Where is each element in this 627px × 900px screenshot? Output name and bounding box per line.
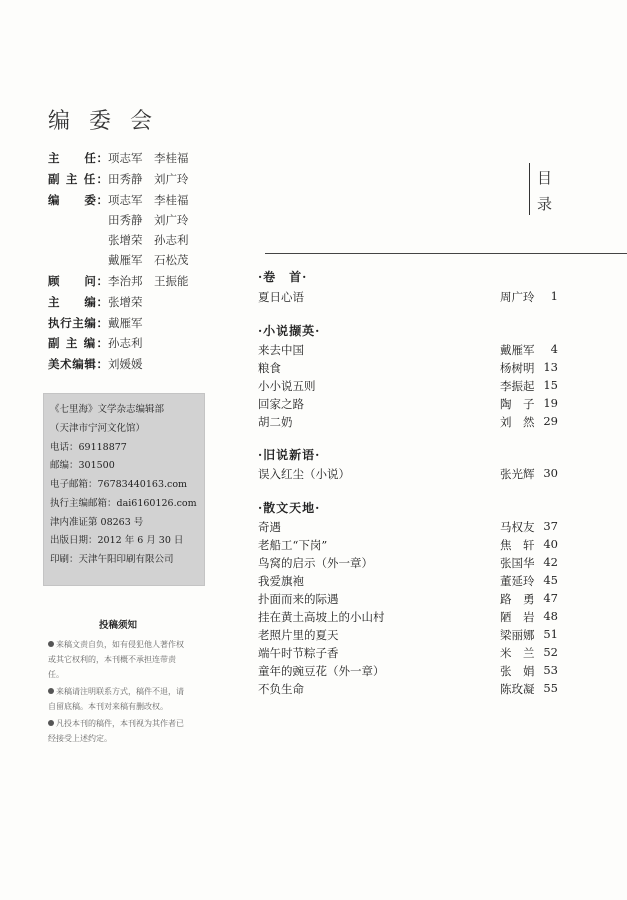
board-row bbox=[48, 192, 189, 208]
board-row bbox=[48, 294, 143, 310]
entry-author: 李振起 bbox=[500, 379, 535, 393]
entry-page: 55 bbox=[543, 681, 558, 695]
entry-author: 董延玲 bbox=[500, 574, 535, 588]
entry-author: 陈玫凝 bbox=[500, 682, 535, 696]
entry-page: 1 bbox=[550, 289, 558, 303]
info-line: （天津市宁河文化馆） bbox=[50, 423, 146, 434]
info-line: 《七里海》文学杂志编辑部 bbox=[50, 404, 165, 415]
toc-entry[interactable] bbox=[258, 342, 558, 358]
board-row bbox=[48, 232, 189, 248]
entry-title: 挂在黄土高坡上的小山村 bbox=[258, 610, 385, 624]
entry-author: 米 兰 bbox=[500, 646, 535, 660]
board-row bbox=[48, 171, 189, 187]
toc-entry[interactable] bbox=[258, 627, 558, 643]
entry-title: 误入红尘（小说） bbox=[258, 467, 350, 481]
info-line: 津内准证第 08263 号 bbox=[50, 517, 144, 528]
entry-page: 30 bbox=[543, 466, 558, 480]
toc-divider bbox=[529, 163, 530, 215]
board-role: 美术编辑： bbox=[48, 357, 108, 371]
entry-page: 52 bbox=[543, 645, 558, 659]
entry-author: 陶 子 bbox=[500, 397, 535, 411]
entry-author: 杨树明 bbox=[500, 361, 535, 375]
board-role: 副 主 任： bbox=[48, 172, 108, 186]
entry-author: 戴雁军 bbox=[500, 343, 535, 357]
entry-title: 老船工“下岗” bbox=[258, 538, 328, 552]
toc-entry[interactable] bbox=[258, 573, 558, 589]
notice-item: 凡投本刊的稿件，本刊视为其作者已经接受上述约定。 bbox=[48, 719, 184, 743]
toc-entry[interactable] bbox=[258, 681, 558, 697]
entry-page: 15 bbox=[543, 378, 558, 392]
toc-rule bbox=[265, 253, 627, 254]
toc-entry[interactable] bbox=[258, 609, 558, 625]
board-names: 孙志利 bbox=[108, 336, 143, 350]
toc-entry[interactable] bbox=[258, 519, 558, 535]
bullet-icon bbox=[48, 720, 54, 726]
board-names: 项志军 李桂福 bbox=[108, 193, 189, 207]
entry-author: 张国华 bbox=[500, 556, 535, 570]
bullet-icon bbox=[48, 641, 54, 647]
board-names: 张增荣 bbox=[108, 295, 143, 309]
info-line: 执行主编邮箱：dai6160126.com bbox=[50, 498, 197, 509]
info-line: 电子邮箱：76783440163.com bbox=[50, 479, 188, 490]
entry-page: 51 bbox=[543, 627, 558, 641]
entry-page: 53 bbox=[543, 663, 558, 677]
board-names: 田秀静 刘广玲 bbox=[108, 172, 189, 186]
entry-title: 老照片里的夏天 bbox=[258, 628, 339, 642]
entry-page: 13 bbox=[543, 360, 558, 374]
toc-entry[interactable] bbox=[258, 555, 558, 571]
entry-title: 胡二奶 bbox=[258, 415, 293, 429]
board-row bbox=[48, 356, 143, 372]
toc-entry[interactable] bbox=[258, 378, 558, 394]
entry-author: 刘 然 bbox=[500, 415, 535, 429]
entry-author: 焦 轩 bbox=[500, 538, 535, 552]
entry-author: 梁丽娜 bbox=[500, 628, 535, 642]
info-line: 出版日期：2012 年 6 月 30 日 bbox=[50, 535, 184, 546]
toc-section-heading: ·卷 首· bbox=[258, 270, 308, 284]
entry-author: 马权友 bbox=[500, 520, 535, 534]
info-line: 邮编：301500 bbox=[50, 460, 115, 471]
toc-entry[interactable] bbox=[258, 645, 558, 661]
board-role: 编 委： bbox=[48, 193, 108, 207]
entry-title: 不负生命 bbox=[258, 682, 304, 696]
bullet-icon bbox=[48, 688, 54, 694]
notice-item: 来稿请注明联系方式，稿件不退，请自留底稿。本刊对来稿有删改权。 bbox=[48, 687, 184, 711]
board-row bbox=[48, 252, 189, 268]
toc-label-bottom: 录 bbox=[537, 195, 553, 213]
board-row bbox=[48, 335, 143, 351]
board-names: 项志军 李桂福 bbox=[108, 151, 189, 165]
entry-page: 45 bbox=[543, 573, 558, 587]
board-names: 田秀静 刘广玲 bbox=[108, 213, 189, 227]
toc-entry[interactable] bbox=[258, 360, 558, 376]
board-names: 戴雁军 石松茂 bbox=[108, 253, 189, 267]
entry-author: 张 娟 bbox=[500, 664, 535, 678]
board-row bbox=[48, 212, 189, 228]
entry-author: 周广玲 bbox=[500, 290, 535, 304]
toc-section-heading: ·散文天地· bbox=[258, 501, 321, 515]
board-names: 戴雁军 bbox=[108, 316, 143, 330]
toc-entry[interactable] bbox=[258, 663, 558, 679]
board-names: 张增荣 孙志利 bbox=[108, 233, 189, 247]
board-row bbox=[48, 315, 143, 331]
board-names: 刘媛媛 bbox=[108, 357, 143, 371]
entry-author: 张光辉 bbox=[500, 467, 535, 481]
board-row bbox=[48, 273, 189, 289]
toc-label-top: 目 bbox=[537, 169, 553, 187]
submission-notice bbox=[48, 617, 188, 748]
entry-page: 37 bbox=[543, 519, 558, 533]
board-role: 主 编： bbox=[48, 295, 108, 309]
entry-title: 小小说五则 bbox=[258, 379, 316, 393]
toc-entry[interactable] bbox=[258, 289, 558, 305]
entry-author: 陋 岩 bbox=[500, 610, 535, 624]
publication-info-box bbox=[43, 393, 205, 586]
entry-title: 粮食 bbox=[258, 361, 281, 375]
entry-title: 夏日心语 bbox=[258, 290, 304, 304]
entry-page: 42 bbox=[543, 555, 558, 569]
entry-title: 奇遇 bbox=[258, 520, 281, 534]
entry-title: 鸟窝的启示（外一章） bbox=[258, 556, 373, 570]
toc-section-heading: ·旧说新语· bbox=[258, 448, 321, 462]
toc-entry[interactable] bbox=[258, 537, 558, 553]
entry-title: 回家之路 bbox=[258, 397, 304, 411]
notice-heading: 投稿须知 bbox=[98, 620, 137, 631]
toc-section-heading: ·小说撷英· bbox=[258, 324, 321, 338]
entry-title: 扑面而来的际遇 bbox=[258, 592, 339, 606]
board-names: 李治邦 王振能 bbox=[108, 274, 189, 288]
entry-title: 童年的豌豆花（外一章） bbox=[258, 664, 385, 678]
entry-page: 47 bbox=[543, 591, 558, 605]
entry-title: 端午时节粽子香 bbox=[258, 646, 339, 660]
board-role: 顾 问： bbox=[48, 274, 108, 288]
entry-author: 路 勇 bbox=[500, 592, 535, 606]
entry-page: 4 bbox=[550, 342, 558, 356]
toc-entry[interactable] bbox=[258, 396, 558, 412]
board-role: 执行主编： bbox=[48, 316, 108, 330]
board-role: 副 主 编： bbox=[48, 336, 108, 350]
entry-page: 19 bbox=[543, 396, 558, 410]
toc-entry[interactable] bbox=[258, 591, 558, 607]
page-title: 编 委 会 bbox=[48, 109, 158, 134]
board-role: 主 任： bbox=[48, 151, 108, 165]
board-row bbox=[48, 150, 189, 166]
info-line: 电话：69118877 bbox=[50, 442, 127, 453]
entry-title: 我爱旗袍 bbox=[258, 574, 304, 588]
toc-entry[interactable] bbox=[258, 414, 558, 430]
toc-entry[interactable] bbox=[258, 466, 558, 482]
entry-page: 29 bbox=[543, 414, 558, 428]
notice-item: 来稿文责自负，如有侵犯他人著作权或其它权利的，本刊概不承担连带责任。 bbox=[48, 640, 184, 679]
entry-title: 来去中国 bbox=[258, 343, 304, 357]
info-line: 印刷：天津午阳印刷有限公司 bbox=[50, 554, 174, 565]
entry-page: 48 bbox=[543, 609, 558, 623]
entry-page: 40 bbox=[543, 537, 558, 551]
